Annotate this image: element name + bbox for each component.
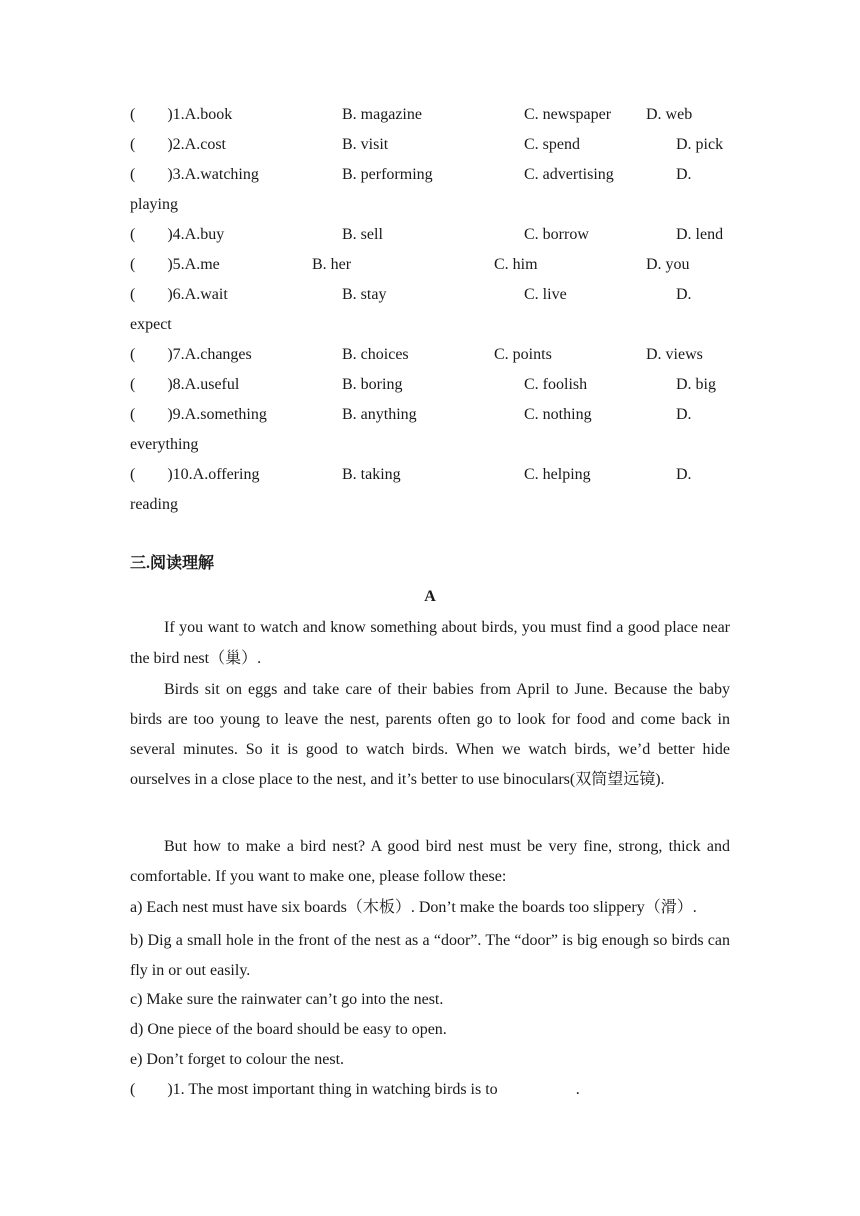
question-row bbox=[130, 220, 730, 250]
option-c: C. foolish bbox=[524, 376, 588, 393]
option-b: B. stay bbox=[342, 286, 387, 303]
option-c: C. nothing bbox=[524, 406, 592, 423]
option-b: B. her bbox=[312, 256, 352, 273]
option-b: B. performing bbox=[342, 166, 433, 183]
passage-label: A bbox=[424, 588, 436, 605]
paragraph: But how to make a bird nest? A good bird nest must be very fine, strong, thick and comfortable. If you want to make one, please follow these: bbox=[130, 838, 730, 885]
option-b: B. magazine bbox=[342, 106, 422, 123]
question-row bbox=[130, 280, 730, 310]
option-d: D. bbox=[676, 406, 692, 423]
question-row bbox=[130, 250, 730, 280]
question-stem: ( )1.A.book bbox=[130, 106, 233, 123]
question-stem: ( )3.A.watching bbox=[130, 166, 259, 183]
question-row bbox=[130, 400, 730, 430]
question-row bbox=[130, 340, 730, 370]
option-d: D. views bbox=[646, 346, 703, 363]
question-row bbox=[130, 160, 730, 190]
instruction-step: d) One piece of the board should be easy to open. bbox=[130, 1021, 447, 1038]
option-d-continuation: expect bbox=[130, 316, 172, 333]
option-b: B. sell bbox=[342, 226, 383, 243]
option-c: C. advertising bbox=[524, 166, 614, 183]
question-row bbox=[130, 100, 730, 130]
option-d-continuation: playing bbox=[130, 196, 178, 213]
option-d: D. bbox=[676, 466, 692, 483]
question-stem: ( )5.A.me bbox=[130, 256, 220, 273]
option-b: B. visit bbox=[342, 136, 389, 153]
option-d-continuation: reading bbox=[130, 496, 178, 513]
question-stem: ( )2.A.cost bbox=[130, 136, 226, 153]
option-b: B. anything bbox=[342, 406, 417, 423]
question-stem: ( )7.A.changes bbox=[130, 346, 252, 363]
paragraph: Birds sit on eggs and take care of their babies from April to June. Because the baby birds are too young to leave the nest, parents often go to look for food and come back in several minutes. So it is good to watch birds. When we watch birds, we’d better hide ourselves in a close place to the nest, and it’s better to use binoculars(双筒望远镜). bbox=[130, 681, 730, 788]
option-c: C. helping bbox=[524, 466, 591, 483]
option-c: C. newspaper bbox=[524, 106, 612, 123]
option-c: C. points bbox=[494, 346, 552, 363]
question-row bbox=[130, 370, 730, 400]
option-d: D. big bbox=[676, 376, 716, 393]
option-c: C. live bbox=[524, 286, 567, 303]
question-stem: ( )9.A.something bbox=[130, 406, 267, 423]
question-stem: ( )4.A.buy bbox=[130, 226, 225, 243]
option-c: C. him bbox=[494, 256, 538, 273]
question-stem: ( )6.A.wait bbox=[130, 286, 228, 303]
section-title: 三.阅读理解 bbox=[130, 555, 215, 572]
instruction-step: e) Don’t forget to colour the nest. bbox=[130, 1051, 345, 1068]
instruction-step: b) Dig a small hole in the front of the nest as a “door”. The “door” is big enough so birds can fly in or out easily. bbox=[130, 932, 730, 979]
option-d-continuation: everything bbox=[130, 436, 199, 453]
question-row bbox=[130, 130, 730, 160]
option-c: C. borrow bbox=[524, 226, 589, 243]
instruction-step: a) Each nest must have six boards（木板）. Don’t make the boards too slippery（滑）. bbox=[130, 899, 697, 916]
paragraph: If you want to watch and know something about birds, you must find a good place near the bird nest（巢）. bbox=[130, 619, 730, 667]
option-d: D. bbox=[676, 166, 692, 183]
option-b: B. taking bbox=[342, 466, 401, 483]
option-d: D. bbox=[676, 286, 692, 303]
instruction-step: c) Make sure the rainwater can’t go into the nest. bbox=[130, 991, 444, 1008]
question-stem: ( )10.A.offering bbox=[130, 466, 260, 483]
option-c: C. spend bbox=[524, 136, 580, 153]
question-end: . bbox=[575, 1081, 580, 1098]
question-row bbox=[130, 460, 730, 490]
option-d: D. lend bbox=[676, 226, 724, 243]
comprehension-question bbox=[130, 1075, 730, 1105]
question-stem: ( )8.A.useful bbox=[130, 376, 240, 393]
option-d: D. you bbox=[646, 256, 690, 273]
option-b: B. choices bbox=[342, 346, 409, 363]
option-b: B. boring bbox=[342, 376, 403, 393]
option-d: D. web bbox=[646, 106, 693, 123]
option-d: D. pick bbox=[676, 136, 724, 153]
question-text: ( )1. The most important thing in watching birds is to bbox=[130, 1081, 498, 1098]
